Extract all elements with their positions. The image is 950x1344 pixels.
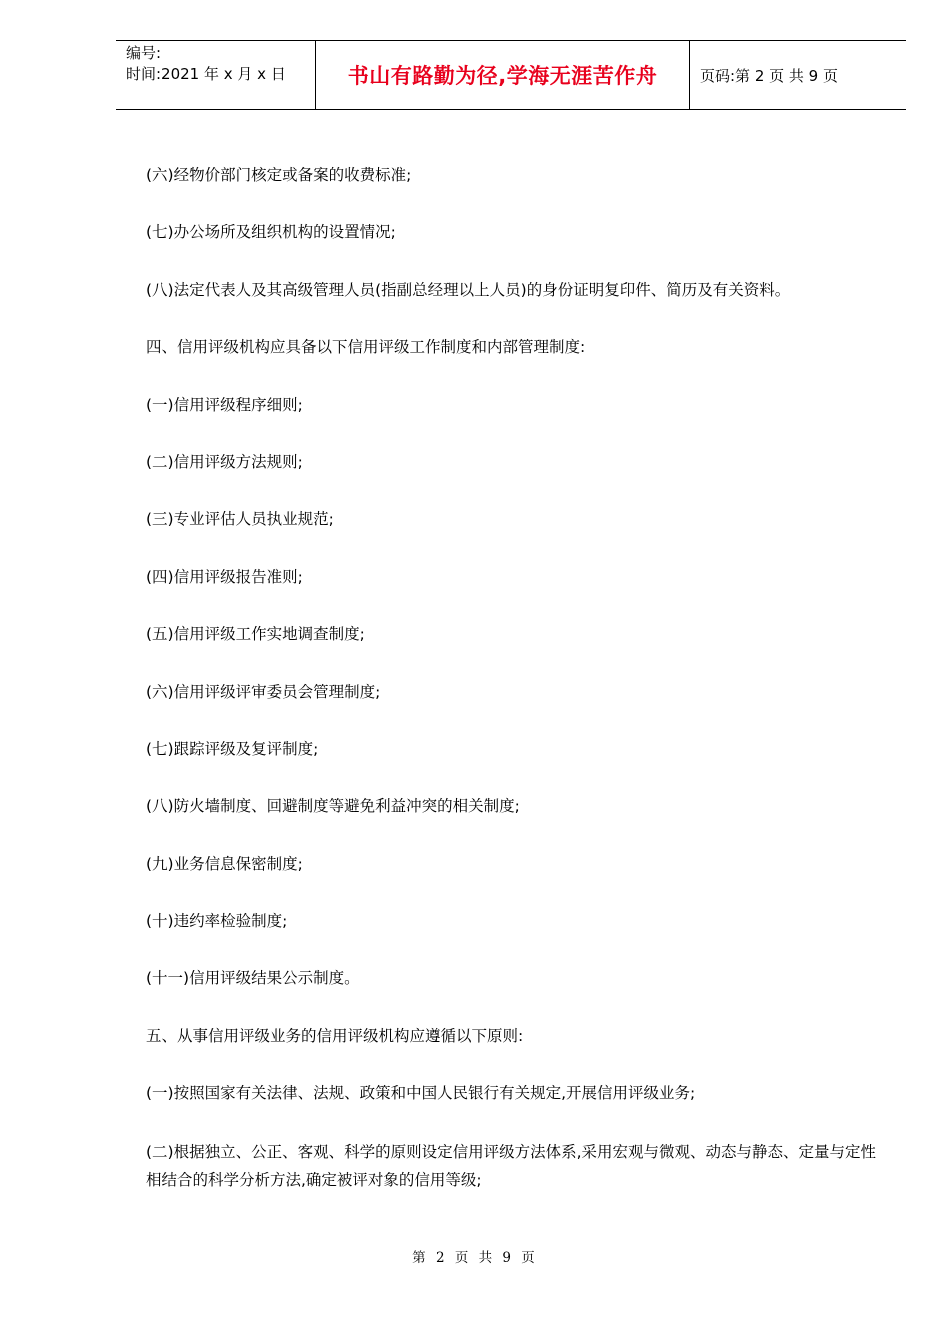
section-heading: 四、信用评级机构应具备以下信用评级工作制度和内部管理制度:: [146, 338, 586, 357]
document-body: [146, 162, 886, 1194]
page-header: [116, 40, 906, 110]
page-footer: 第 2 页 共 9 页: [412, 1250, 538, 1266]
paragraph: (五)信用评级工作实地调查制度;: [146, 625, 365, 644]
paragraph: (十一)信用评级结果公示制度。: [146, 969, 360, 988]
paragraph: (三)专业评估人员执业规范;: [146, 510, 334, 529]
paragraph: (九)业务信息保密制度;: [146, 854, 303, 873]
paragraph: (十)违约率检验制度;: [146, 912, 288, 931]
paragraph: (二)根据独立、公正、客观、科学的原则设定信用评级方法体系,采用宏观与微观、动态与静态、定量与定性相结合的科学分析方法,确定被评对象的信用等级;: [146, 1142, 877, 1189]
document-number-label: 编号:: [126, 44, 162, 62]
header-motto: 书山有路勤为径,学海无涯苦作舟: [316, 41, 690, 109]
paragraph: (八)法定代表人及其高级管理人员(指副总经理以上人员)的身份证明复印件、简历及有关资料。: [146, 280, 791, 299]
paragraph: (一)按照国家有关法律、法规、政策和中国人民银行有关规定,开展信用评级业务;: [146, 1084, 696, 1103]
paragraph: (七)办公场所及组织机构的设置情况;: [146, 223, 396, 242]
paragraph: (二)信用评级方法规则;: [146, 452, 303, 471]
paragraph: (六)经物价部门核定或备案的收费标准;: [146, 166, 412, 184]
header-meta: [116, 41, 316, 109]
header-page-info: 页码:第 2 页 共 9 页: [700, 66, 838, 85]
section-heading: 五、从事信用评级业务的信用评级机构应遵循以下原则:: [146, 1026, 524, 1045]
paragraph: (四)信用评级报告准则;: [146, 567, 303, 586]
paragraph: (八)防火墙制度、回避制度等避免利益冲突的相关制度;: [146, 797, 520, 816]
document-time-label: 时间:2021 年 x 月 x 日: [126, 65, 286, 83]
paragraph: (七)跟踪评级及复评制度;: [146, 739, 319, 758]
paragraph: (六)信用评级评审委员会管理制度;: [146, 682, 381, 701]
paragraph: (一)信用评级程序细则;: [146, 395, 303, 414]
